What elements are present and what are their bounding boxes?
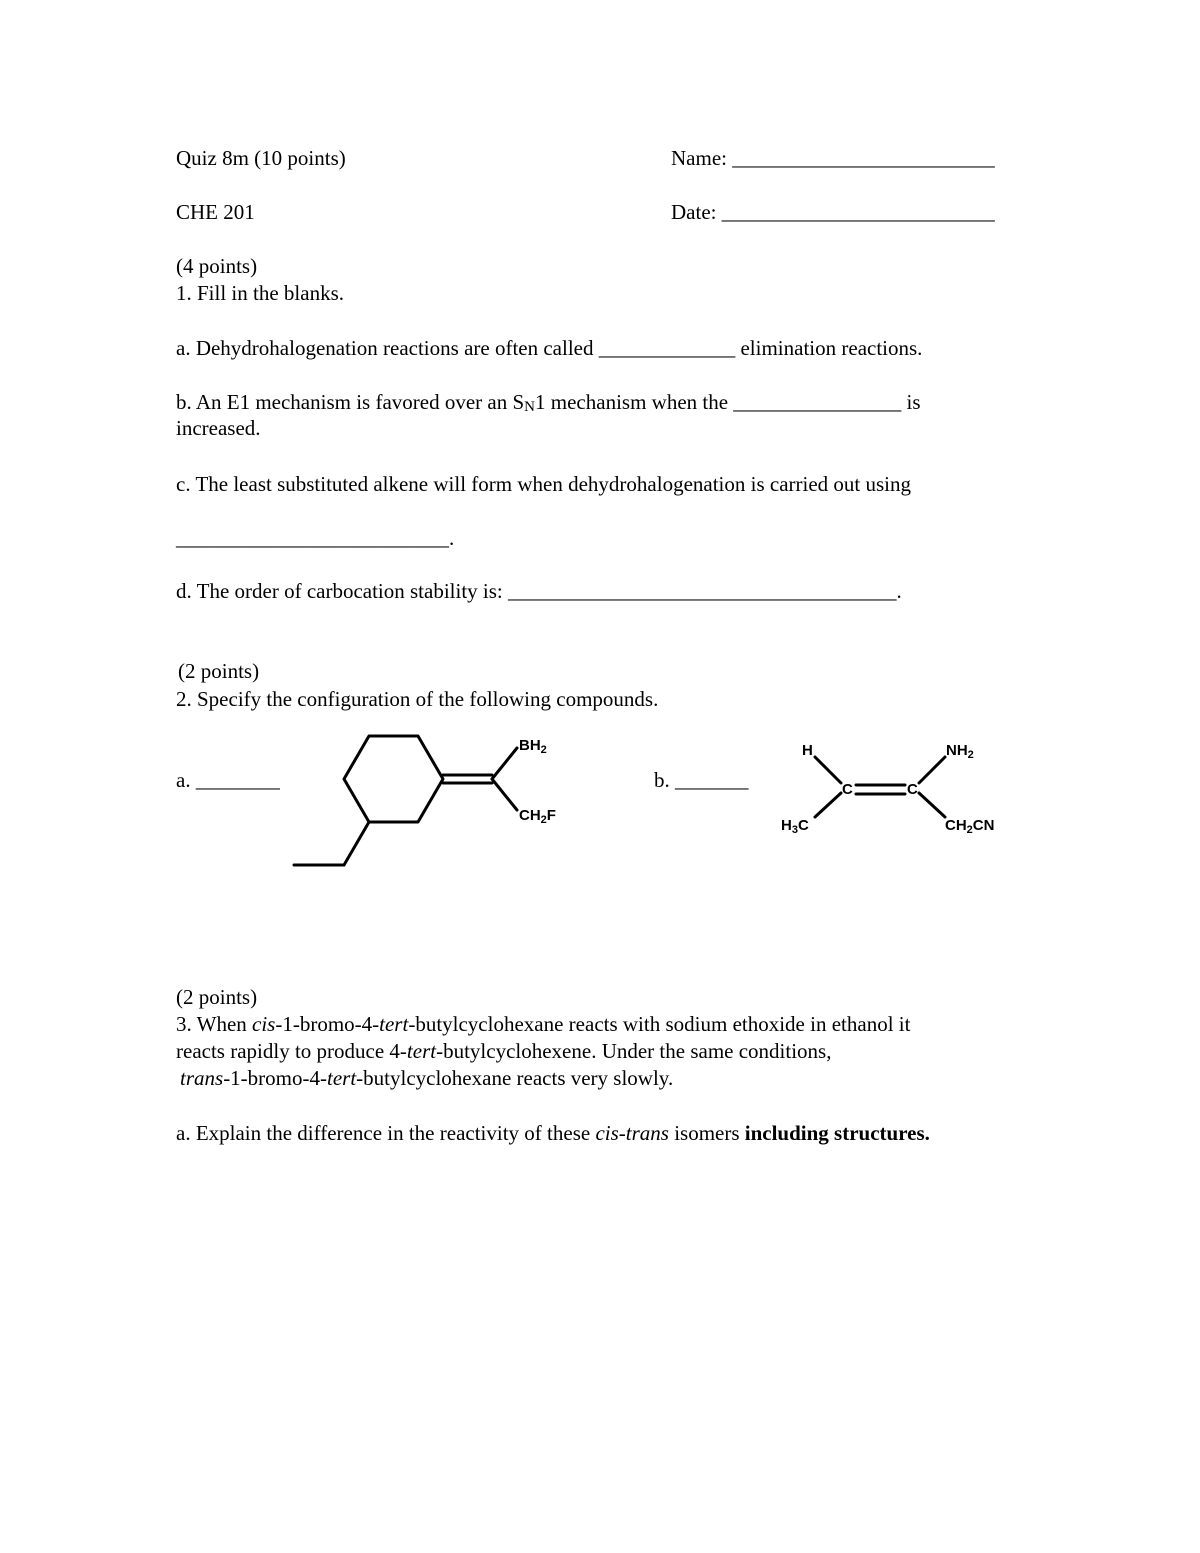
ch2cn-label: $CH_2CN$ — [945, 817, 995, 836]
q1-part-a: a. Dehydrohalogenation reactions are often called _____________ elimination reactions. — [176, 336, 923, 360]
name-field[interactable]: Name: _________________________ — [671, 146, 995, 170]
bond-c-nh2 — [919, 757, 945, 783]
q1-part-c-blank: __________________________. — [176, 526, 455, 550]
q2-part-a-label: a. ________ — [176, 768, 280, 792]
quiz-title: Quiz 8m (10 points) — [176, 146, 346, 170]
nh2-label: $NH_2$ — [946, 742, 974, 761]
q1-prompt: 1. Fill in the blanks. — [176, 281, 344, 305]
q1-part-c: c. The least substituted alkene will form when dehydrohalogenation is carried out using — [176, 472, 912, 496]
q3-line-3: trans-1-bromo-4-tert-butylcyclohexane reacts very slowly. — [180, 1066, 674, 1090]
h-label: H — [802, 742, 813, 759]
ch2f-label: $CH_2F$ — [519, 807, 556, 826]
date-field[interactable]: Date: __________________________ — [671, 200, 995, 224]
q1-part-b-pre: b. An E1 mechanism is favored over an S — [176, 390, 525, 414]
bh2-label: $BH_2$ — [519, 737, 547, 756]
carbon-right-label: C — [907, 781, 918, 798]
carbon-left-label: C — [842, 781, 853, 798]
q3-points: (2 points) — [176, 985, 258, 1009]
q1-part-d: d. The order of carbocation stability is: _____________________________________. — [176, 579, 902, 603]
bond-c-ch2cn — [919, 793, 945, 817]
q1-part-b-subscript: N — [524, 399, 536, 415]
q3-line-1: 3. When cis-1-bromo-4-tert-butylcyclohexane reacts with sodium ethoxide in ethanol it — [176, 1012, 911, 1036]
q3-line-2: reacts rapidly to produce 4-tert-butylcyclohexene. Under the same conditions, — [176, 1039, 832, 1063]
course-code: CHE 201 — [176, 200, 255, 224]
bond-h3c-c — [815, 793, 841, 817]
q2-part-b-label: b. _______ — [654, 768, 749, 792]
q2-points: (2 points) — [178, 659, 260, 683]
q2-prompt: 2. Specify the configuration of the following compounds. — [176, 687, 659, 711]
h3c-label: $H_3C$ — [781, 817, 809, 836]
q3-part-a: a. Explain the difference in the reactivity of these cis-trans isomers including structures. — [176, 1121, 930, 1145]
q1-part-b-post: 1 mechanism when the ________________ is — [535, 390, 921, 414]
bond-h-c — [815, 757, 841, 783]
q1-part-b-line2: increased. — [176, 416, 261, 440]
q1-points: (4 points) — [176, 254, 258, 278]
